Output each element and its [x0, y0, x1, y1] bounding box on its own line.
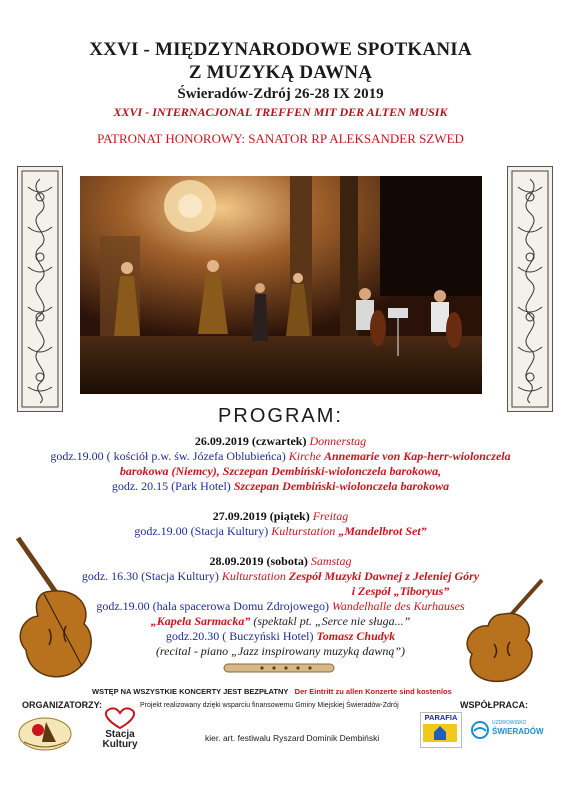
day1-line3 [0, 479, 561, 494]
program-heading: PROGRAM: [218, 405, 343, 427]
church-icon [421, 722, 459, 744]
honorary-patronage: PATRONAT HONOROWY: SANATOR RP ALEKSANDER SZWED [97, 131, 464, 146]
recorder-illustration [222, 660, 336, 676]
day1-date [0, 434, 561, 449]
heart-icon [100, 706, 140, 730]
swieradow-logo [470, 716, 542, 746]
day3-date-de: Samstag [310, 554, 352, 568]
day3-recital-note: (recital - piano „Jazz inspirowany muzyką dawną”) [155, 644, 406, 658]
day3-performer1: Zespół Muzyki Dawnej z Jeleniej Góry [288, 569, 480, 583]
day3-time2: godz.19.00 (hala spacerowa Domu Zdrojowego) [96, 599, 329, 613]
ornament-pillar-left [17, 166, 63, 412]
day3-show-note: (spektakl pt. „Serce nie sługa...” [253, 614, 411, 628]
day2-time1: godz.19.00 (Stacja Kultury) [134, 524, 269, 538]
day3-performer4: Tomasz Chudyk [316, 629, 396, 643]
concert-photo [80, 176, 482, 394]
day1-performer1: Annemarie von Kap-herr-wiolonczela [323, 449, 511, 463]
stacja-logo-text2: Kultury [102, 739, 138, 750]
organizers-label: ORGANIZATORZY: [22, 700, 102, 710]
day1-time2: godz. 20.15 (Park Hotel) [111, 479, 231, 493]
viola-da-gamba-illustration [4, 534, 104, 684]
day2-date [0, 509, 561, 524]
organizer-logo-1 [16, 712, 74, 754]
day1-performer3: Szczepan Dembiński-wiolonczela barokowa [233, 479, 450, 493]
day1-line1 [0, 449, 561, 464]
day3-performer2: i Zespół „Tiboryus” [351, 584, 450, 598]
stacja-logo-text1: Stacja [105, 729, 135, 740]
parafia-logo-text: PARAFIA [424, 713, 458, 722]
funding-note: Projekt realizowany dzięki wsparciu finansowemu Gminy Miejskiej Świeradów-Zdrój [140, 702, 399, 709]
day3-date-pl: 28.09.2019 (sobota) [209, 554, 308, 568]
swieradow-logo-text1: UZDROWISKO [492, 720, 527, 726]
free-entry-line [92, 687, 452, 696]
day2-date-de: Freitag [312, 509, 349, 523]
day1-performer2: barokowa (Niemcy), Szczepan Dembiński-wiolonczela barokowa, [119, 464, 442, 478]
cooperation-label: WSPÓŁPRACA: [460, 700, 528, 710]
day3-time1: godz. 16.30 (Stacja Kultury) [81, 569, 219, 583]
swieradow-logo-text2: ŚWIERADÓW [492, 727, 544, 736]
free-entry-de: Der Eintritt zu allen Konzerte sind kostenlos [294, 687, 452, 696]
day1-date-de: Donnerstag [309, 434, 367, 448]
violin-illustration [446, 574, 552, 686]
artistic-director: kier. art. festiwalu Ryszard Dominik Dembiński [205, 733, 380, 743]
day3-performer3: „Kapela Sarmacka” [150, 614, 251, 628]
day3-time3: godz.20.30 ( Buczyński Hotel) [165, 629, 314, 643]
day3-venue-de2: Wandelhalle des Kurhauses [331, 599, 465, 613]
day1-venue-de: Kirche [288, 449, 321, 463]
parafia-logo [420, 712, 462, 748]
festival-dates: Świeradów-Zdrój 26-28 IX 2019 [177, 86, 384, 102]
german-title: XXVI - INTERNACJONAL TREFFEN MIT DER ALTEN MUSIK [113, 105, 448, 119]
wave-icon [470, 720, 490, 740]
day3-venue-de1: Kulturstation [221, 569, 286, 583]
festival-title-line2: Z MUZYKĄ DAWNĄ [188, 62, 373, 83]
festival-title-line1: XXVI - MIĘDZYNARODOWE SPOTKANIA [89, 39, 472, 60]
day2-venue-de: Kulturstation [271, 524, 336, 538]
day1-date-pl: 26.09.2019 (czwartek) [194, 434, 307, 448]
day2-performer1: „Mandelbrot Set” [338, 524, 427, 538]
ornament-pillar-right [507, 166, 553, 412]
stacja-kultury-logo [90, 706, 150, 756]
day2-date-pl: 27.09.2019 (piątek) [212, 509, 310, 523]
day1-line2 [0, 464, 561, 479]
free-entry-pl: WSTĘP NA WSZYSTKIE KONCERTY JEST BEZPŁATNY [92, 687, 289, 696]
day1-time1: godz.19.00 ( kościół p.w. św. Józefa Oblubieńca) [50, 449, 286, 463]
